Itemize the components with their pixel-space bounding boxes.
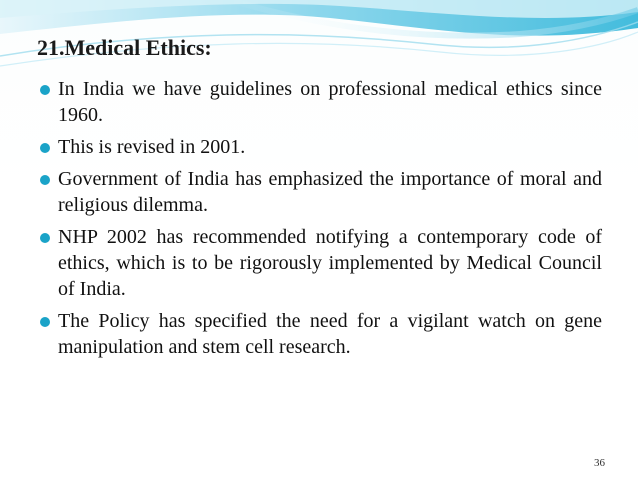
- filled-circle-bullet-icon: [40, 143, 50, 153]
- filled-circle-bullet-icon: [40, 175, 50, 185]
- filled-circle-bullet-icon: [40, 233, 50, 243]
- bullet-item: [40, 166, 602, 218]
- slide-title: 21.Medical Ethics:: [37, 35, 212, 60]
- bullet-list: [40, 76, 602, 366]
- filled-circle-bullet-icon: [40, 317, 50, 327]
- bullet-item: [40, 76, 602, 128]
- bullet-text: NHP 2002 has recommended notifying a contemporary code of ethics, which is to be rigorously implemented by Medical Council of India.: [58, 226, 602, 300]
- bullet-text: Government of India has emphasized the importance of moral and religious dilemma.: [58, 168, 602, 216]
- page-number: 36: [594, 457, 605, 469]
- filled-circle-bullet-icon: [40, 85, 50, 95]
- bullet-text: The Policy has specified the need for a vigilant watch on gene manipulation and stem cell research.: [58, 310, 602, 358]
- bullet-text: In India we have guidelines on professional medical ethics since 1960.: [58, 78, 602, 126]
- bullet-item: [40, 134, 602, 160]
- bullet-item: [40, 308, 602, 360]
- bullet-text: This is revised in 2001.: [58, 136, 246, 158]
- bullet-item: [40, 224, 602, 302]
